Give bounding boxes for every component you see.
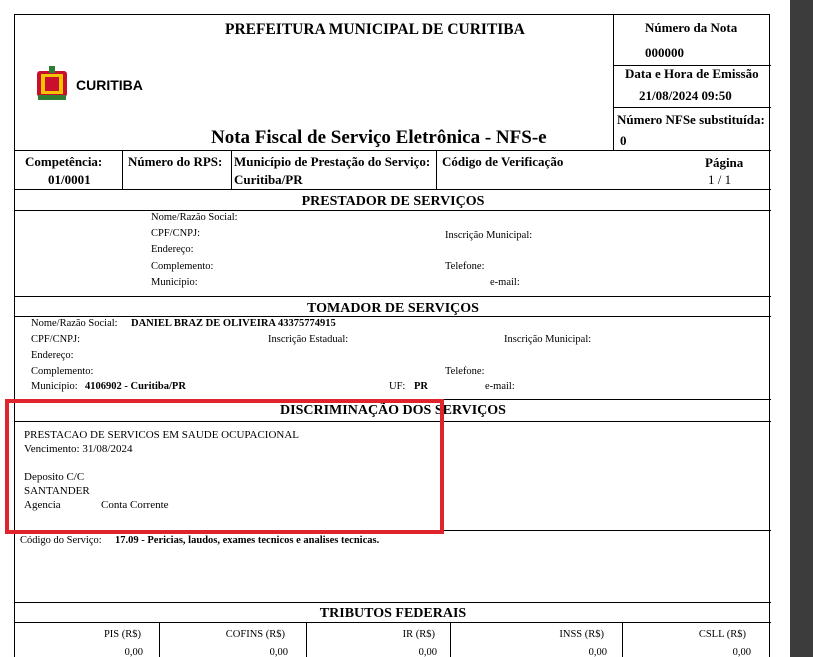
tributo-pis-value: 0,00: [124, 647, 143, 657]
agencia-label: Agencia: [24, 499, 61, 511]
prestador-telefone-label: Telefone:: [445, 261, 485, 272]
tributo-cofins-label: COFINS (R$): [225, 629, 285, 640]
tributo-ir-value: 0,00: [418, 647, 437, 657]
pagina-label: Página: [705, 155, 744, 170]
tributo-csll-value: 0,00: [732, 647, 751, 657]
prestador-complemento-label: Complemento:: [151, 261, 214, 272]
tomador-inscricao-municipal-label: Inscrição Municipal:: [504, 334, 592, 345]
codigo-servico-value: 17.09 - Pericias, laudos, exames tecnicos e analises tecnicas.: [115, 535, 380, 546]
prestador-title: PRESTADOR DE SERVIÇOS: [301, 194, 485, 209]
viewer-scrollbar-gutter[interactable]: [790, 0, 813, 657]
tomador-uf-label: UF:: [389, 381, 406, 392]
codigo-servico-label: Código do Serviço:: [20, 535, 102, 546]
municipio-prestacao-value: Curitiba/PR: [234, 172, 303, 187]
municipio-prestacao-label: Município de Prestação do Serviço:: [234, 154, 431, 169]
curitiba-coat-of-arms-icon: [35, 65, 69, 103]
prestador-municipio-label: Município:: [151, 277, 198, 288]
tomador-cpf-label: CPF/CNPJ:: [31, 334, 81, 345]
tributo-csll-label: CSLL (R$): [698, 629, 746, 640]
tomador-complemento-label: Complemento:: [31, 366, 94, 377]
discriminacao-line-4: SANTANDER: [24, 485, 90, 497]
tomador-municipio-value: 4106902 - Curitiba/PR: [85, 381, 186, 392]
numero-nota-value: 000000: [645, 45, 684, 60]
tributos-title: TRIBUTOS FEDERAIS: [319, 606, 467, 621]
pagina-value: 1 / 1: [708, 172, 732, 187]
curitiba-logo: [35, 65, 155, 105]
substituida-value: 0: [620, 133, 627, 148]
competencia-value: 01/0001: [48, 172, 91, 187]
tributo-pis-label: PIS (R$): [103, 629, 141, 640]
prestador-endereco-label: Endereço:: [151, 244, 194, 255]
prestador-cpf-label: CPF/CNPJ:: [151, 228, 201, 239]
discriminacao-line-1: PRESTACAO DE SERVICOS EM SAUDE OCUPACIONAL: [24, 429, 300, 441]
prefeitura-title: PREFEITURA MUNICIPAL DE CURITIBA: [225, 21, 525, 38]
tomador-nome-value: DANIEL BRAZ DE OLIVEIRA 43375774915: [131, 318, 336, 329]
conta-corrente-label: Conta Corrente: [101, 499, 169, 511]
codigo-verificacao-label: Código de Verificação: [442, 154, 564, 169]
highlight-box: [5, 399, 444, 534]
tributo-ir-label: IR (R$): [402, 629, 435, 640]
discriminacao-line-3: Deposito C/C: [24, 471, 85, 483]
tomador-endereco-label: Endereço:: [31, 350, 74, 361]
tributo-inss-value: 0,00: [588, 647, 607, 657]
document-title: Nota Fiscal de Serviço Eletrônica - NFS-e: [211, 127, 547, 148]
prestador-inscricao-label: Inscrição Municipal:: [445, 230, 533, 241]
substituida-label: Número NFSe substituída:: [617, 112, 765, 127]
tomador-title: TOMADOR DE SERVIÇOS: [307, 301, 479, 316]
emissao-label: Data e Hora de Emissão: [625, 66, 759, 81]
emissao-value: 21/08/2024 09:50: [639, 88, 732, 103]
tomador-telefone-label: Telefone:: [445, 366, 485, 377]
discriminacao-line-2: Vencimento: 31/08/2024: [24, 443, 133, 455]
nfse-document: [14, 14, 770, 657]
prestador-nome-label: Nome/Razão Social:: [151, 212, 238, 223]
logo-label: CURITIBA: [76, 77, 143, 93]
tomador-municipio-label: Município:: [31, 381, 78, 392]
competencia-label: Competência:: [25, 154, 103, 169]
discriminacao-title: DISCRIMINAÇÃO DOS SERVIÇOS: [280, 403, 506, 418]
tomador-email-label: e-mail:: [485, 381, 515, 392]
tributo-cofins-value: 0,00: [269, 647, 288, 657]
prestador-email-label: e-mail:: [490, 277, 520, 288]
tomador-nome-label: Nome/Razão Social:: [31, 318, 118, 329]
rps-label: Número do RPS:: [128, 154, 223, 169]
tomador-inscricao-estadual-label: Inscrição Estadual:: [268, 334, 349, 345]
numero-nota-label: Número da Nota: [645, 20, 738, 35]
tomador-uf-value: PR: [414, 381, 428, 392]
tributo-inss-label: INSS (R$): [559, 629, 604, 640]
